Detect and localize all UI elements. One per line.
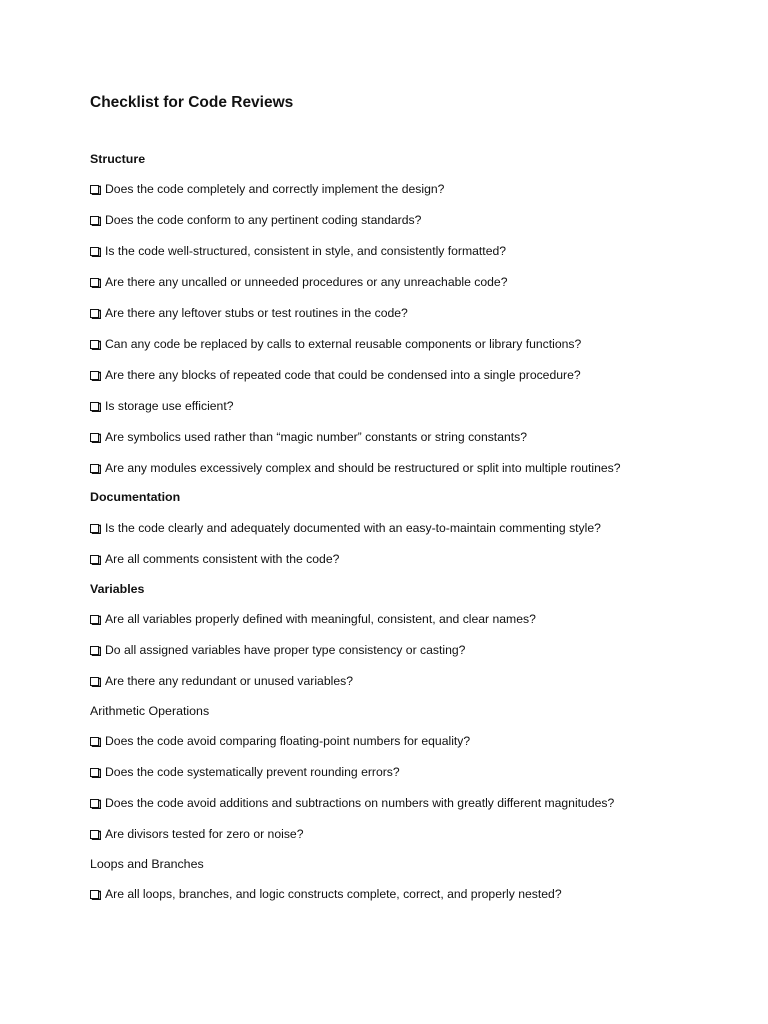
checklist-item-text: Do all assigned variables have proper type consistency or casting?: [105, 643, 466, 657]
checklist-item-text: Are divisors tested for zero or noise?: [105, 827, 304, 841]
checklist-item[interactable]: [90, 182, 444, 196]
checklist-item[interactable]: [90, 461, 621, 475]
checkbox-icon[interactable]: [90, 889, 101, 900]
checklist-item[interactable]: [90, 612, 536, 626]
checklist-item-text: Does the code systematically prevent rounding errors?: [105, 765, 400, 779]
checklist-item[interactable]: [90, 734, 470, 748]
checkbox-icon[interactable]: [90, 767, 101, 778]
checklist-item[interactable]: [90, 521, 601, 535]
checkbox-icon[interactable]: [90, 523, 101, 534]
checklist-item[interactable]: [90, 337, 581, 351]
checklist-item[interactable]: [90, 368, 581, 382]
checklist-item-text: Are all loops, branches, and logic constructs complete, correct, and properly nested?: [105, 887, 562, 901]
checklist-item-text: Does the code completely and correctly implement the design?: [105, 182, 445, 196]
checkbox-icon[interactable]: [90, 308, 101, 319]
checklist-item-text: Can any code be replaced by calls to external reusable components or library functions?: [105, 337, 582, 351]
checkbox-icon[interactable]: [90, 614, 101, 625]
checklist-item[interactable]: [90, 827, 303, 841]
checklist-item-text: Is the code clearly and adequately documented with an easy-to-maintain commenting style?: [105, 521, 601, 535]
section-heading-documentation: Documentation: [90, 490, 181, 504]
checklist-item-text: Is storage use efficient?: [105, 399, 234, 413]
checkbox-icon[interactable]: [90, 370, 101, 381]
checklist-item-text: Are symbolics used rather than “magic number” constants or string constants?: [105, 430, 528, 444]
checklist-item[interactable]: [90, 674, 353, 688]
checklist-item[interactable]: [90, 430, 527, 444]
checklist-item[interactable]: [90, 306, 408, 320]
page-title: Checklist for Code Reviews: [90, 94, 294, 111]
checkbox-icon[interactable]: [90, 277, 101, 288]
checklist-item-text: Is the code well-structured, consistent in style, and consistently formatted?: [105, 244, 507, 258]
checklist-item-text: Does the code conform to any pertinent coding standards?: [105, 213, 422, 227]
checklist-item[interactable]: [90, 213, 421, 227]
checkbox-icon[interactable]: [90, 676, 101, 687]
checklist-item[interactable]: [90, 399, 234, 413]
checkbox-icon[interactable]: [90, 829, 101, 840]
checklist-item[interactable]: [90, 275, 507, 289]
section-heading-loops-and-branches: Loops and Branches: [90, 857, 204, 871]
checkbox-icon[interactable]: [90, 215, 101, 226]
checklist-item[interactable]: [90, 796, 614, 810]
section-heading-arithmetic-operations: Arithmetic Operations: [90, 704, 210, 718]
section-heading-structure: Structure: [90, 152, 146, 166]
checkbox-icon[interactable]: [90, 246, 101, 257]
checkbox-icon[interactable]: [90, 798, 101, 809]
checkbox-icon[interactable]: [90, 736, 101, 747]
checklist-item[interactable]: [90, 765, 400, 779]
checklist-item-text: Are there any leftover stubs or test routines in the code?: [105, 306, 408, 320]
checklist-item-text: Are there any blocks of repeated code that could be condensed into a single procedure?: [105, 368, 581, 382]
checkbox-icon[interactable]: [90, 645, 101, 656]
checklist-item-text: Does the code avoid comparing floating-point numbers for equality?: [105, 734, 471, 748]
checklist-item[interactable]: [90, 643, 465, 657]
checkbox-icon[interactable]: [90, 463, 101, 474]
checklist-item-text: Are there any uncalled or unneeded procedures or any unreachable code?: [105, 275, 508, 289]
checkbox-icon[interactable]: [90, 339, 101, 350]
section-heading-variables: Variables: [90, 582, 145, 596]
checklist-item-text: Are there any redundant or unused variables?: [105, 674, 353, 688]
checklist-item-text: Are all comments consistent with the code?: [105, 552, 340, 566]
checkbox-icon[interactable]: [90, 401, 101, 412]
checklist-item-text: Are any modules excessively complex and should be restructured or split into multiple routines?: [105, 461, 621, 475]
checklist-item-text: Are all variables properly defined with meaningful, consistent, and clear names?: [105, 612, 536, 626]
checklist-item-text: Does the code avoid additions and subtractions on numbers with greatly different magnitudes?: [105, 796, 615, 810]
checklist-item[interactable]: [90, 887, 562, 901]
checkbox-icon[interactable]: [90, 554, 101, 565]
checklist-item[interactable]: [90, 552, 339, 566]
checklist-item[interactable]: [90, 244, 506, 258]
checkbox-icon[interactable]: [90, 432, 101, 443]
checkbox-icon[interactable]: [90, 184, 101, 195]
